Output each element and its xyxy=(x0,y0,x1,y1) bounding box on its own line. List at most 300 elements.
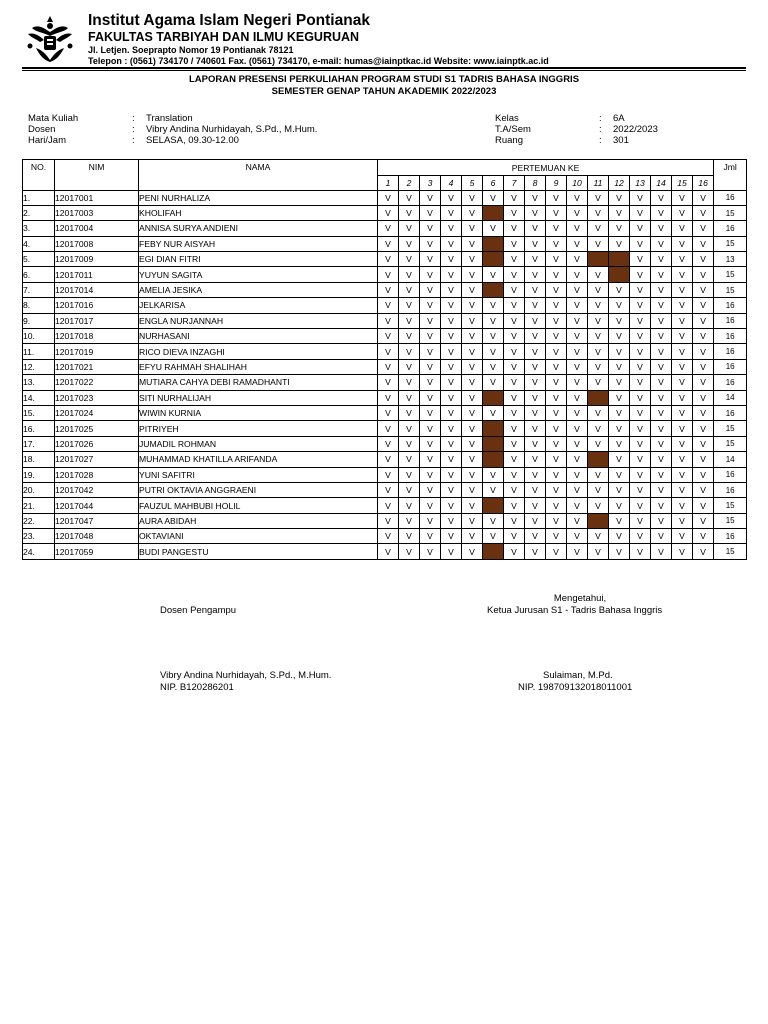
attendance-total: 15 xyxy=(714,436,747,451)
presence-mark: V xyxy=(399,498,420,513)
presence-mark: V xyxy=(567,529,588,544)
presence-mark: V xyxy=(693,482,714,497)
attendance-total: 15 xyxy=(714,267,747,282)
student-nim: 12017001 xyxy=(55,190,139,205)
academic-year-label: T.A/Sem xyxy=(495,124,531,135)
address-line: Jl. Letjen. Soeprapto Nomor 19 Pontianak 78121 xyxy=(88,45,294,55)
presence-mark: V xyxy=(693,436,714,451)
student-nim: 12017028 xyxy=(55,467,139,482)
presence-mark: V xyxy=(504,298,525,313)
right-signature-intro: Mengetahui, xyxy=(553,593,607,604)
presence-mark: V xyxy=(693,298,714,313)
attendance-total: 15 xyxy=(714,205,747,220)
presence-mark: V xyxy=(630,544,651,559)
presence-mark: V xyxy=(672,544,693,559)
student-name: JELKARISA xyxy=(139,298,378,313)
presence-mark: V xyxy=(504,482,525,497)
presence-mark: V xyxy=(651,359,672,374)
table-row xyxy=(23,252,747,267)
col-header-nim: NIM xyxy=(55,160,139,191)
academic-year-value: 2022/2023 xyxy=(613,124,658,135)
presence-mark: V xyxy=(630,313,651,328)
presence-mark: V xyxy=(693,467,714,482)
presence-mark: V xyxy=(378,390,399,405)
presence-mark: V xyxy=(693,267,714,282)
absence-cell xyxy=(483,498,504,513)
presence-mark: V xyxy=(651,544,672,559)
presence-mark: V xyxy=(378,221,399,236)
session-number: 16 xyxy=(693,176,714,191)
presence-mark: V xyxy=(441,529,462,544)
presence-mark: V xyxy=(588,359,609,374)
institution-name: Institut Agama Islam Negeri Pontianak xyxy=(88,12,370,29)
presence-mark: V xyxy=(399,236,420,251)
presence-mark: V xyxy=(525,298,546,313)
student-nim: 12017048 xyxy=(55,529,139,544)
presence-mark: V xyxy=(588,375,609,390)
presence-mark: V xyxy=(693,329,714,344)
presence-mark: V xyxy=(630,205,651,220)
presence-mark: V xyxy=(504,313,525,328)
row-number: 22. xyxy=(23,513,55,528)
course-value: Translation xyxy=(146,113,193,124)
student-name: AURA ABIDAH xyxy=(139,513,378,528)
presence-mark: V xyxy=(399,359,420,374)
presence-mark: V xyxy=(462,252,483,267)
presence-mark: V xyxy=(378,421,399,436)
presence-mark: V xyxy=(546,375,567,390)
presence-mark: V xyxy=(399,544,420,559)
presence-mark: V xyxy=(651,513,672,528)
session-number: 9 xyxy=(546,176,567,191)
presence-mark: V xyxy=(525,390,546,405)
session-number: 3 xyxy=(420,176,441,191)
presence-mark: V xyxy=(609,282,630,297)
absence-cell xyxy=(609,267,630,282)
presence-mark: V xyxy=(525,190,546,205)
absence-cell xyxy=(483,252,504,267)
presence-mark: V xyxy=(630,221,651,236)
presence-mark: V xyxy=(672,267,693,282)
presence-mark: V xyxy=(420,529,441,544)
attendance-total: 15 xyxy=(714,544,747,559)
presence-mark: V xyxy=(483,405,504,420)
presence-mark: V xyxy=(546,282,567,297)
lecturer-label: Dosen xyxy=(28,124,56,135)
presence-mark: V xyxy=(609,375,630,390)
presence-mark: V xyxy=(546,421,567,436)
presence-mark: V xyxy=(504,405,525,420)
presence-mark: V xyxy=(378,236,399,251)
presence-mark: V xyxy=(630,390,651,405)
student-name: JUMADIL ROHMAN xyxy=(139,436,378,451)
student-name: EFYU RAHMAH SHALIHAH xyxy=(139,359,378,374)
attendance-total: 16 xyxy=(714,221,747,236)
presence-mark: V xyxy=(504,344,525,359)
presence-mark: V xyxy=(693,190,714,205)
presence-mark: V xyxy=(399,329,420,344)
presence-mark: V xyxy=(651,221,672,236)
attendance-total: 15 xyxy=(714,421,747,436)
presence-mark: V xyxy=(630,298,651,313)
presence-mark: V xyxy=(630,344,651,359)
course-label: Mata Kuliah xyxy=(28,113,79,124)
presence-mark: V xyxy=(588,498,609,513)
presence-mark: V xyxy=(609,498,630,513)
presence-mark: V xyxy=(609,236,630,251)
student-name: OKTAVIANI xyxy=(139,529,378,544)
presence-mark: V xyxy=(588,467,609,482)
report-subtitle: SEMESTER GENAP TAHUN AKADEMIK 2022/2023 xyxy=(271,86,497,97)
presence-mark: V xyxy=(420,221,441,236)
presence-mark: V xyxy=(483,375,504,390)
presence-mark: V xyxy=(420,390,441,405)
student-nim: 12017011 xyxy=(55,267,139,282)
session-number: 10 xyxy=(567,176,588,191)
presence-mark: V xyxy=(567,452,588,467)
presence-mark: V xyxy=(504,390,525,405)
student-name: WIWIN KURNIA xyxy=(139,405,378,420)
presence-mark: V xyxy=(588,405,609,420)
attendance-total: 16 xyxy=(714,482,747,497)
presence-mark: V xyxy=(567,359,588,374)
presence-mark: V xyxy=(378,282,399,297)
presence-mark: V xyxy=(588,190,609,205)
attendance-total: 16 xyxy=(714,313,747,328)
separator: : xyxy=(132,113,135,124)
student-name: YUYUN SAGITA xyxy=(139,267,378,282)
presence-mark: V xyxy=(420,359,441,374)
table-row xyxy=(23,467,747,482)
presence-mark: V xyxy=(399,221,420,236)
col-header-jml: Jml xyxy=(714,160,747,191)
presence-mark: V xyxy=(420,282,441,297)
presence-mark: V xyxy=(651,421,672,436)
presence-mark: V xyxy=(693,452,714,467)
attendance-total: 15 xyxy=(714,498,747,513)
presence-mark: V xyxy=(672,452,693,467)
presence-mark: V xyxy=(420,267,441,282)
presence-mark: V xyxy=(693,544,714,559)
absence-cell xyxy=(483,282,504,297)
presence-mark: V xyxy=(693,390,714,405)
presence-mark: V xyxy=(567,513,588,528)
table-row xyxy=(23,421,747,436)
presence-mark: V xyxy=(630,452,651,467)
left-signatory-name: Vibry Andina Nurhidayah, S.Pd., M.Hum. xyxy=(160,670,332,681)
presence-mark: V xyxy=(420,544,441,559)
presence-mark: V xyxy=(441,405,462,420)
presence-mark: V xyxy=(630,252,651,267)
presence-mark: V xyxy=(525,375,546,390)
presence-mark: V xyxy=(546,221,567,236)
presence-mark: V xyxy=(672,344,693,359)
presence-mark: V xyxy=(609,436,630,451)
student-nim: 12017008 xyxy=(55,236,139,251)
presence-mark: V xyxy=(693,498,714,513)
presence-mark: V xyxy=(651,236,672,251)
student-nim: 12017042 xyxy=(55,482,139,497)
presence-mark: V xyxy=(567,405,588,420)
presence-mark: V xyxy=(567,313,588,328)
presence-mark: V xyxy=(651,375,672,390)
presence-mark: V xyxy=(420,329,441,344)
absence-cell xyxy=(483,390,504,405)
presence-mark: V xyxy=(462,467,483,482)
student-nim: 12017024 xyxy=(55,405,139,420)
presence-mark: V xyxy=(525,436,546,451)
table-row xyxy=(23,221,747,236)
student-name: FAUZUL MAHBUBI HOLIL xyxy=(139,498,378,513)
presence-mark: V xyxy=(672,313,693,328)
presence-mark: V xyxy=(399,298,420,313)
table-row xyxy=(23,513,747,528)
presence-mark: V xyxy=(609,482,630,497)
presence-mark: V xyxy=(609,329,630,344)
presence-mark: V xyxy=(525,282,546,297)
presence-mark: V xyxy=(672,405,693,420)
presence-mark: V xyxy=(651,190,672,205)
presence-mark: V xyxy=(651,529,672,544)
attendance-total: 15 xyxy=(714,513,747,528)
info-right-separators xyxy=(599,113,602,146)
presence-mark: V xyxy=(525,221,546,236)
presence-mark: V xyxy=(588,544,609,559)
table-row xyxy=(23,375,747,390)
presence-mark: V xyxy=(609,298,630,313)
presence-mark: V xyxy=(483,359,504,374)
presence-mark: V xyxy=(441,421,462,436)
presence-mark: V xyxy=(651,452,672,467)
presence-mark: V xyxy=(546,390,567,405)
presence-mark: V xyxy=(462,390,483,405)
session-number: 14 xyxy=(651,176,672,191)
class-label: Kelas xyxy=(495,113,519,124)
presence-mark: V xyxy=(693,529,714,544)
presence-mark: V xyxy=(420,298,441,313)
presence-mark: V xyxy=(651,329,672,344)
info-left-labels xyxy=(28,113,78,146)
row-number: 1. xyxy=(23,190,55,205)
separator: : xyxy=(132,124,135,135)
presence-mark: V xyxy=(420,236,441,251)
presence-mark: V xyxy=(399,313,420,328)
presence-mark: V xyxy=(462,375,483,390)
presence-mark: V xyxy=(462,359,483,374)
presence-mark: V xyxy=(399,267,420,282)
col-header-no: NO. xyxy=(23,160,55,191)
table-row xyxy=(23,267,747,282)
student-nim: 12017023 xyxy=(55,390,139,405)
presence-mark: V xyxy=(441,436,462,451)
presence-mark: V xyxy=(546,252,567,267)
col-header-nama: NAMA xyxy=(139,160,378,191)
presence-mark: V xyxy=(378,205,399,220)
presence-mark: V xyxy=(609,452,630,467)
session-number: 5 xyxy=(462,176,483,191)
presence-mark: V xyxy=(483,529,504,544)
presence-mark: V xyxy=(504,267,525,282)
presence-mark: V xyxy=(399,529,420,544)
presence-mark: V xyxy=(399,205,420,220)
presence-mark: V xyxy=(462,267,483,282)
presence-mark: V xyxy=(588,344,609,359)
absence-cell xyxy=(588,513,609,528)
left-signature-role: Dosen Pengampu xyxy=(160,605,237,616)
presence-mark: V xyxy=(567,390,588,405)
presence-mark: V xyxy=(420,205,441,220)
separator: : xyxy=(599,135,602,146)
presence-mark: V xyxy=(567,421,588,436)
presence-mark: V xyxy=(567,498,588,513)
presence-mark: V xyxy=(441,252,462,267)
presence-mark: V xyxy=(567,282,588,297)
presence-mark: V xyxy=(525,313,546,328)
presence-mark: V xyxy=(672,482,693,497)
report-title: LAPORAN PRESENSI PERKULIAHAN PROGRAM STUDI S1 TADRIS BAHASA INGGRIS xyxy=(188,74,580,85)
presence-mark: V xyxy=(399,282,420,297)
student-name: PENI NURHALIZA xyxy=(139,190,378,205)
info-right-values xyxy=(613,113,658,146)
presence-mark: V xyxy=(462,513,483,528)
presence-mark: V xyxy=(588,236,609,251)
student-nim: 12017003 xyxy=(55,205,139,220)
session-number: 2 xyxy=(399,176,420,191)
presence-mark: V xyxy=(378,329,399,344)
presence-mark: V xyxy=(504,436,525,451)
presence-mark: V xyxy=(693,252,714,267)
presence-mark: V xyxy=(441,267,462,282)
row-number: 6. xyxy=(23,267,55,282)
presence-mark: V xyxy=(525,252,546,267)
presence-mark: V xyxy=(420,467,441,482)
presence-mark: V xyxy=(672,436,693,451)
presence-mark: V xyxy=(567,221,588,236)
presence-mark: V xyxy=(609,344,630,359)
row-number: 7. xyxy=(23,282,55,297)
presence-mark: V xyxy=(609,421,630,436)
table-row xyxy=(23,344,747,359)
presence-mark: V xyxy=(420,452,441,467)
presence-mark: V xyxy=(546,267,567,282)
presence-mark: V xyxy=(567,190,588,205)
absence-cell xyxy=(483,236,504,251)
presence-mark: V xyxy=(441,329,462,344)
presence-mark: V xyxy=(693,513,714,528)
row-number: 9. xyxy=(23,313,55,328)
session-number: 12 xyxy=(609,176,630,191)
table-row xyxy=(23,298,747,313)
presence-mark: V xyxy=(672,205,693,220)
presence-mark: V xyxy=(399,252,420,267)
row-number: 2. xyxy=(23,205,55,220)
presence-mark: V xyxy=(483,467,504,482)
table-row xyxy=(23,282,747,297)
presence-mark: V xyxy=(525,205,546,220)
row-number: 16. xyxy=(23,421,55,436)
presence-mark: V xyxy=(546,359,567,374)
presence-mark: V xyxy=(651,252,672,267)
presence-mark: V xyxy=(630,190,651,205)
row-number: 20. xyxy=(23,482,55,497)
presence-mark: V xyxy=(567,344,588,359)
presence-mark: V xyxy=(672,421,693,436)
student-nim: 12017018 xyxy=(55,329,139,344)
table-row xyxy=(23,405,747,420)
presence-mark: V xyxy=(609,467,630,482)
presence-mark: V xyxy=(525,236,546,251)
presence-mark: V xyxy=(630,529,651,544)
table-row xyxy=(23,205,747,220)
session-number: 4 xyxy=(441,176,462,191)
presence-mark: V xyxy=(504,359,525,374)
row-number: 18. xyxy=(23,452,55,467)
presence-mark: V xyxy=(651,267,672,282)
presence-mark: V xyxy=(588,421,609,436)
absence-cell xyxy=(483,436,504,451)
row-number: 13. xyxy=(23,375,55,390)
presence-mark: V xyxy=(567,298,588,313)
presence-mark: V xyxy=(651,313,672,328)
presence-mark: V xyxy=(441,513,462,528)
student-name: MUHAMMAD KHATILLA ARIFANDA xyxy=(139,452,378,467)
info-left-separators xyxy=(132,113,135,146)
presence-mark: V xyxy=(609,221,630,236)
presence-mark: V xyxy=(693,236,714,251)
row-number: 24. xyxy=(23,544,55,559)
session-number: 13 xyxy=(630,176,651,191)
presence-mark: V xyxy=(651,344,672,359)
iain-pontianak-emblem-icon xyxy=(22,14,78,64)
right-signature-role: Ketua Jurusan S1 - Tadris Bahasa Inggris xyxy=(487,605,663,616)
presence-mark: V xyxy=(546,344,567,359)
attendance-total: 16 xyxy=(714,190,747,205)
presence-mark: V xyxy=(441,452,462,467)
student-nim: 12017025 xyxy=(55,421,139,436)
presence-mark: V xyxy=(630,405,651,420)
header-divider xyxy=(22,67,746,69)
student-name: KHOLIFAH xyxy=(139,205,378,220)
presence-mark: V xyxy=(630,513,651,528)
presence-mark: V xyxy=(441,375,462,390)
presence-mark: V xyxy=(483,221,504,236)
presence-mark: V xyxy=(588,205,609,220)
presence-mark: V xyxy=(378,313,399,328)
presence-mark: V xyxy=(462,236,483,251)
presence-mark: V xyxy=(609,529,630,544)
presence-mark: V xyxy=(525,344,546,359)
lecturer-value: Vibry Andina Nurhidayah, S.Pd., M.Hum. xyxy=(146,124,318,135)
presence-mark: V xyxy=(483,344,504,359)
presence-mark: V xyxy=(399,436,420,451)
info-left-values xyxy=(146,113,317,146)
presence-mark: V xyxy=(462,529,483,544)
row-number: 8. xyxy=(23,298,55,313)
presence-mark: V xyxy=(693,282,714,297)
attendance-total: 16 xyxy=(714,344,747,359)
presence-mark: V xyxy=(378,498,399,513)
presence-mark: V xyxy=(672,359,693,374)
absence-cell xyxy=(588,452,609,467)
presence-mark: V xyxy=(441,467,462,482)
presence-mark: V xyxy=(630,267,651,282)
presence-mark: V xyxy=(525,405,546,420)
presence-mark: V xyxy=(504,190,525,205)
presence-mark: V xyxy=(483,513,504,528)
presence-mark: V xyxy=(546,436,567,451)
attendance-total: 16 xyxy=(714,359,747,374)
right-signatory-name: Sulaiman, M.Pd. xyxy=(543,670,613,681)
